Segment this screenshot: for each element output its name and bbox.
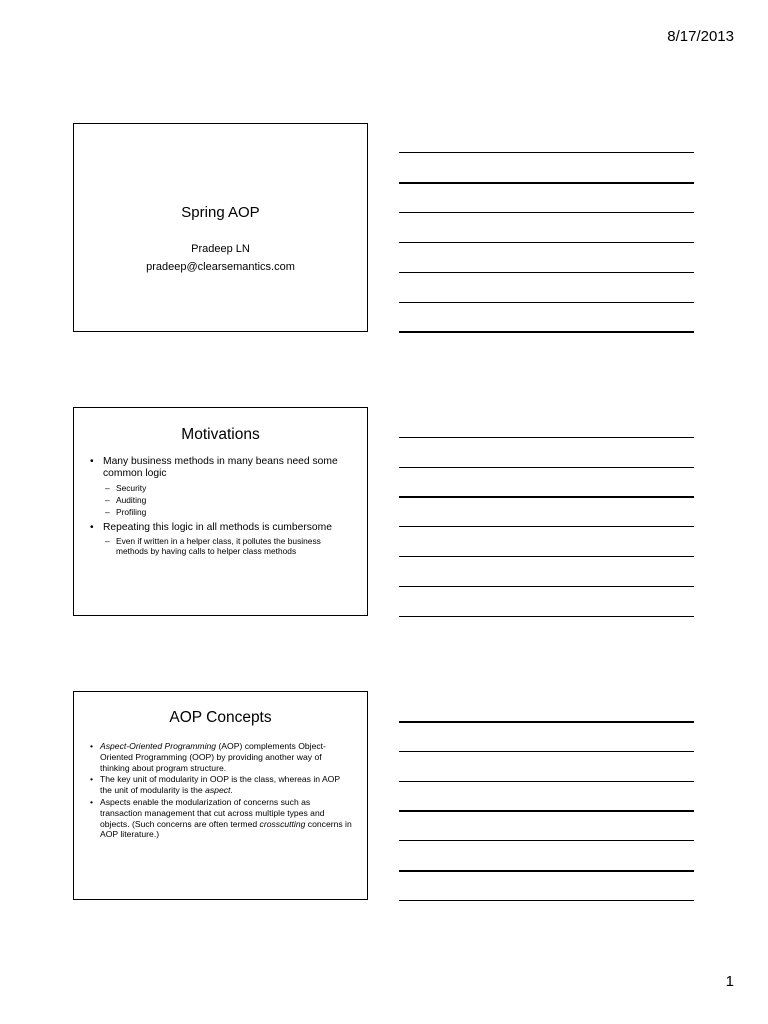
bullet-text: The key unit of modularity in OOP is the class, whereas in AOP the unit of modularity is the: [100, 774, 340, 796]
note-line: [399, 616, 694, 617]
note-line: [399, 556, 694, 557]
note-line: [399, 331, 694, 333]
sub-bullet-item: – Auditing: [103, 494, 347, 506]
sub-bullet-item: – Even if written in a helper class, it pollutes the business methods by having calls to helper class methods: [103, 536, 347, 556]
bullet-item: [90, 797, 353, 840]
note-line: [399, 586, 694, 587]
sub-bullet-list: [103, 536, 347, 556]
sub-bullet-list: [103, 482, 347, 519]
note-line: [399, 810, 694, 812]
note-line: [399, 272, 694, 273]
slide-email: pradeep@clearsemantics.com: [146, 261, 295, 273]
bullet-item: [90, 741, 353, 773]
note-line: [399, 437, 694, 438]
emphasis-text: Aspect-Oriented Programming: [100, 741, 217, 751]
bullet-tail: concerns in AOP literature.): [100, 818, 352, 840]
slide-title: Motivations: [181, 426, 260, 443]
note-line: [399, 721, 694, 723]
slide-thumbnail-1: [73, 123, 368, 332]
bullet-text: (AOP) complements Object-Oriented Programming (OOP) by providing another way of thinking about program structure.: [100, 741, 326, 773]
note-line: [399, 751, 694, 752]
page-number: 1: [725, 973, 734, 990]
note-line: [399, 496, 694, 498]
slide-thumbnail-3: [73, 691, 368, 900]
note-line: [399, 152, 694, 153]
bullet-item: [90, 522, 347, 556]
bullet-list: [90, 741, 353, 840]
note-line: [399, 212, 694, 213]
note-line: [399, 302, 694, 303]
emphasis-text: aspect: [205, 785, 231, 796]
bullet-list: [90, 456, 347, 556]
bullet-text: Many business methods in many beans need some common logic: [103, 456, 338, 479]
note-line: [399, 242, 694, 243]
slide-title: Spring AOP: [181, 204, 260, 221]
slide-thumbnail-2: [73, 407, 368, 616]
note-line: [399, 781, 694, 782]
slide-title: AOP Concepts: [169, 709, 272, 726]
sub-bullet-item: – Security: [103, 482, 347, 494]
emphasis-text: crosscutting: [259, 818, 306, 829]
slide-author: Pradeep LN: [191, 243, 250, 255]
bullet-tail: .: [230, 785, 233, 796]
note-line: [399, 900, 694, 901]
note-line: [399, 870, 694, 872]
note-line: [399, 182, 694, 184]
bullet-text: Aspects enable the modularization of concerns such as transaction management that cut across multiple types and objects. (Such concerns are often termed: [100, 796, 325, 829]
bullet-item: [90, 774, 353, 796]
bullet-text: Repeating this logic in all methods is cumbersome: [103, 521, 332, 533]
sub-bullet-item: – Profiling: [103, 506, 347, 518]
bullet-item: [90, 456, 347, 519]
note-line: [399, 467, 694, 468]
print-date: 8/17/2013: [667, 28, 734, 45]
note-line: [399, 526, 694, 527]
note-line: [399, 840, 694, 841]
